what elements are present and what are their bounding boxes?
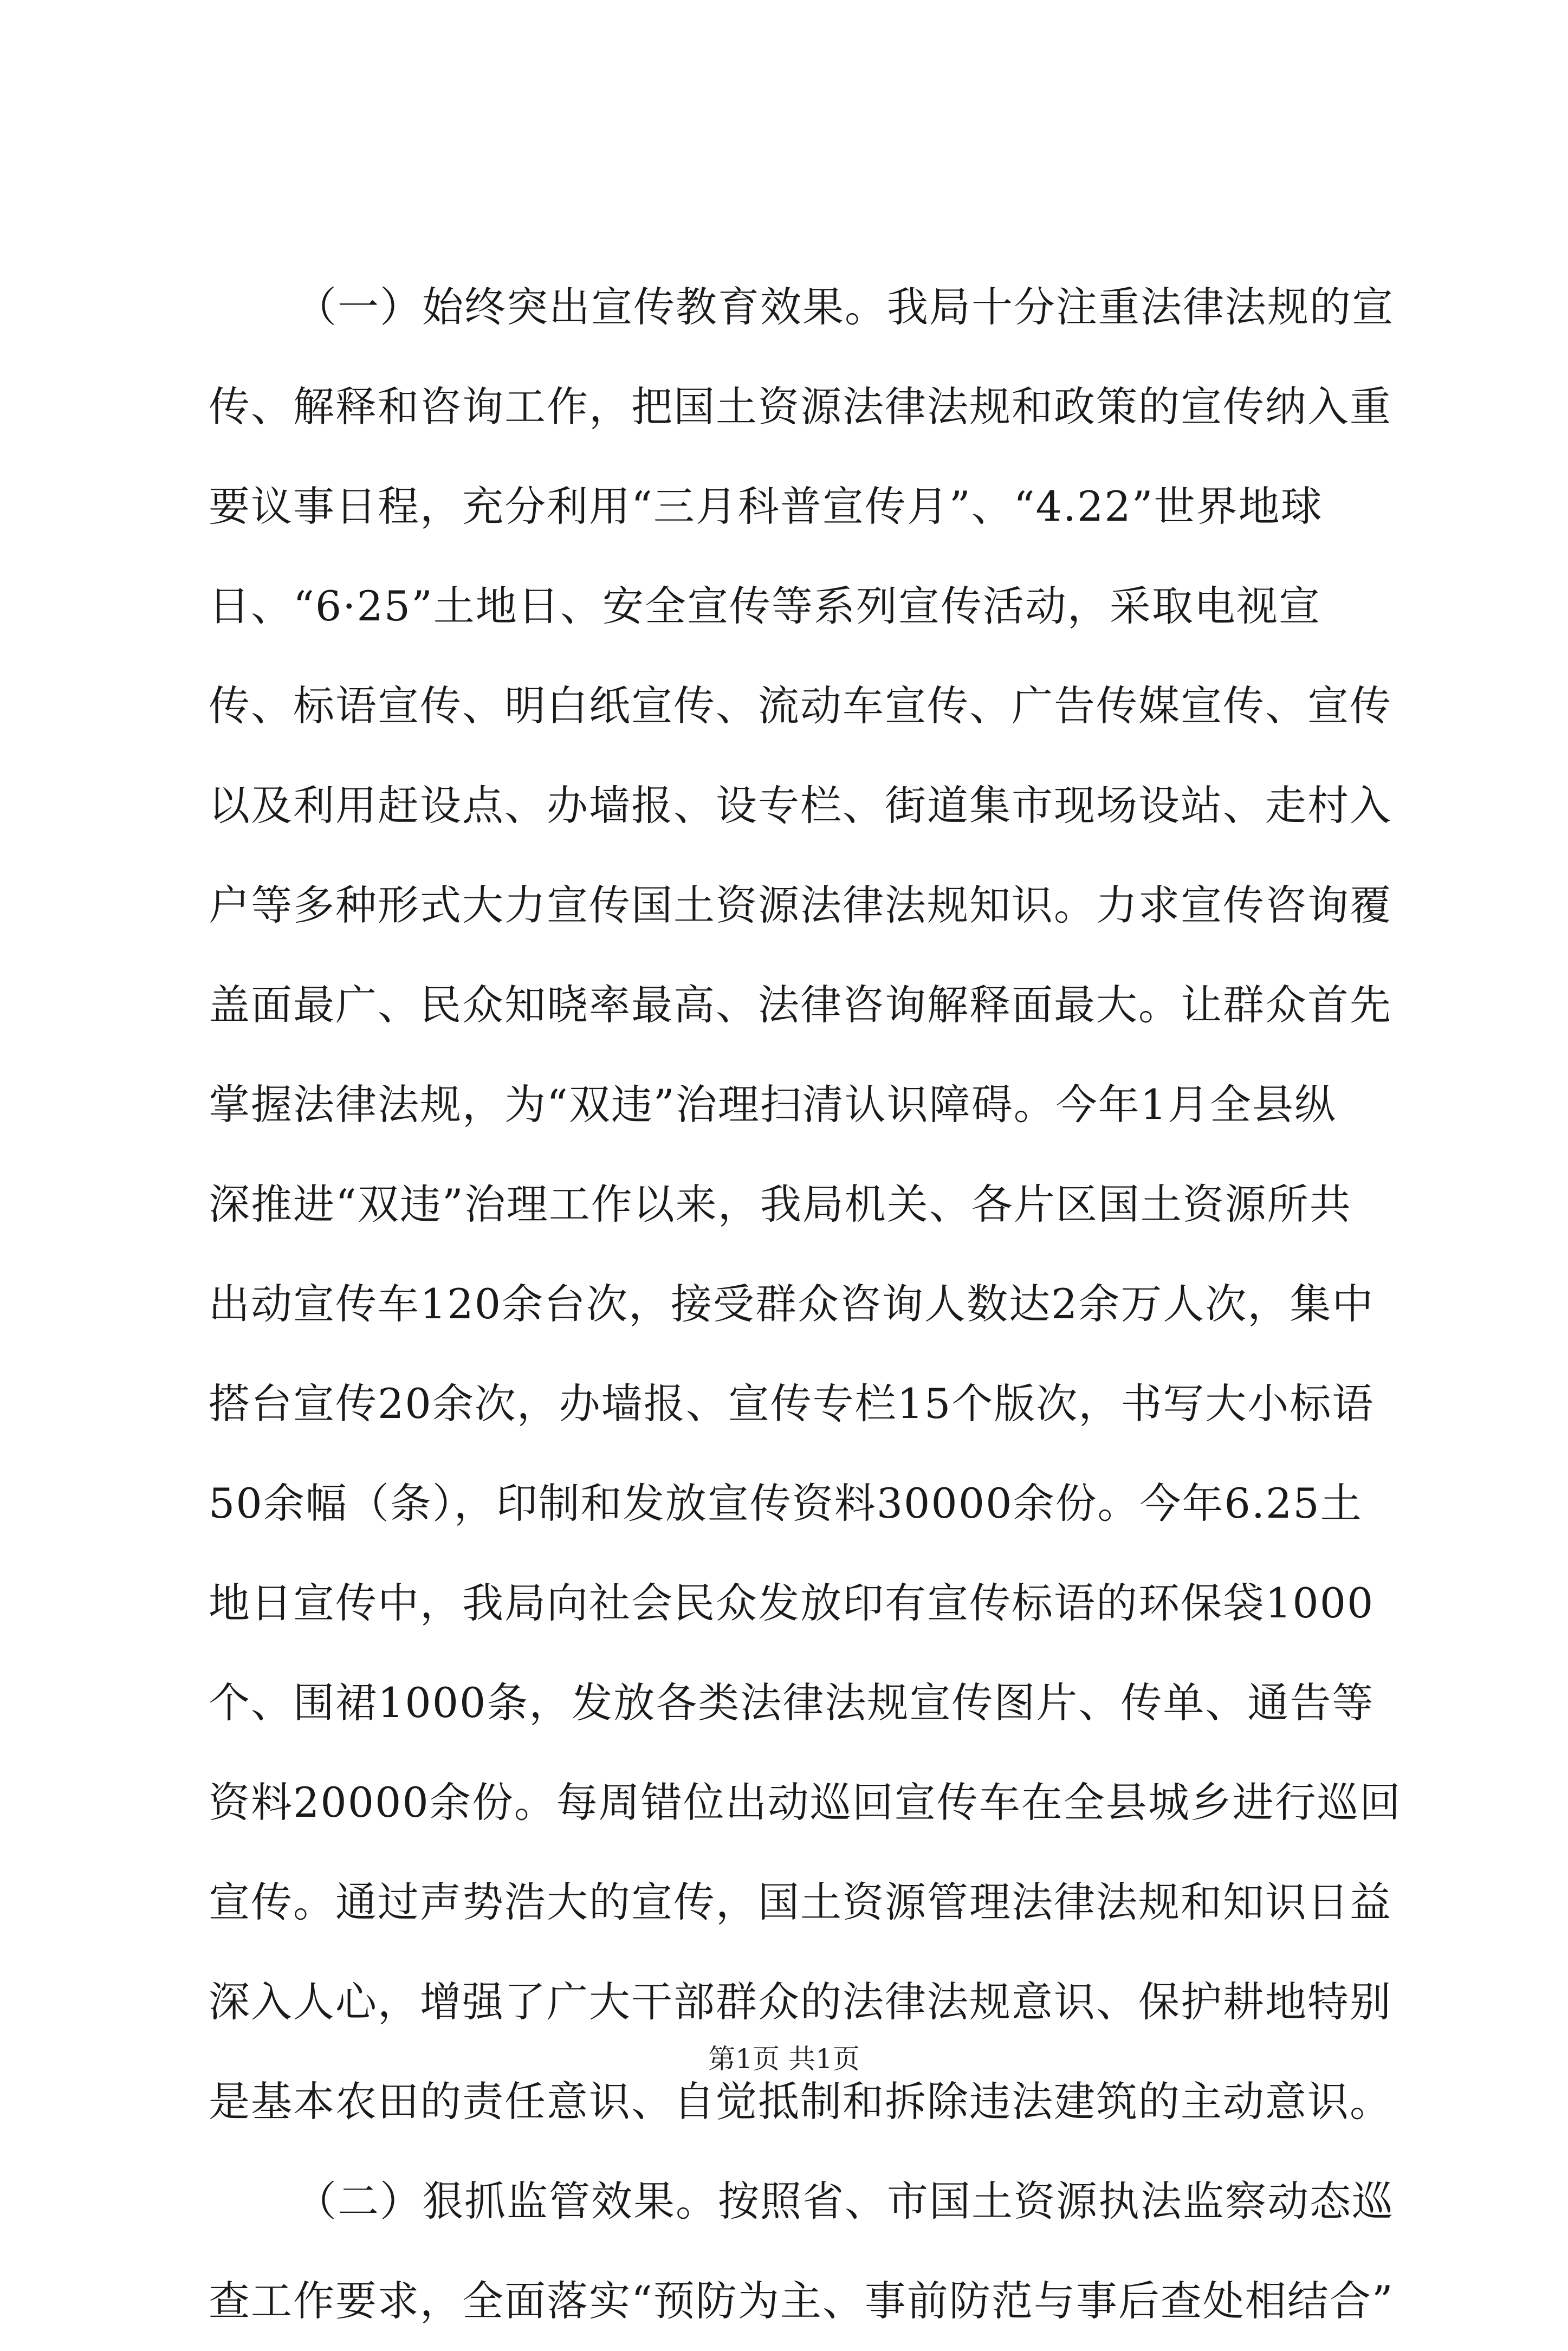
paragraph-1-line: 地日宣传中，我局向社会民众发放印有宣传标语的环保袋1000 [209,1579,1375,1627]
paragraph-1-line: 掌握法律法规，为“双违”治理扫清认识障碍。今年1月全县纵 [209,1080,1337,1129]
paragraph-1-line: 以及利用赶设点、办墙报、设专栏、街道集市现场设站、走村入 [209,781,1392,830]
paragraph-1-line: 深推进“双违”治理工作以来，我局机关、各片区国土资源所共 [209,1180,1352,1228]
page-footer [0,2037,1568,2081]
paragraph-1-line: 户等多种形式大力宣传国土资源法律法规知识。力求宣传咨询覆 [209,881,1392,929]
paragraph-1-line: 宣传。通过声势浩大的宣传，国土资源管理法律法规和知识日益 [209,1878,1392,1926]
paragraph-1-line: 出动宣传车120余台次，接受群众咨询人数达2余万人次，集中 [209,1280,1375,1328]
paragraph-1-line: 资料20000余份。每周错位出动巡回宣传车在全县城乡进行巡回 [209,1778,1402,1827]
paragraph-1-line: （一）始终突出宣传教育效果。我局十分注重法律法规的宣 [295,283,1394,331]
paragraph-1-line: 传、解释和咨询工作，把国土资源法律法规和政策的宣传纳入重 [209,383,1392,431]
paragraph-1-line: 深入人心，增强了广大干部群众的法律法规意识、保护耕地特别 [209,1978,1392,2026]
paragraph-1-line: 个、围裙1000条，发放各类法律法规宣传图片、传单、通告等 [209,1679,1375,1727]
paragraph-1-line: 盖面最广、民众知晓率最高、法律咨询解释面最大。让群众首先 [209,981,1392,1029]
paragraph-1-line: 要议事日程，充分利用“三月科普宣传月”、“4.22”世界地球 [209,482,1323,530]
paragraph-1-line: 日、“6·25”土地日、安全宣传等系列宣传活动，采取电视宣 [209,582,1321,630]
paragraph-1-line: 传、标语宣传、明白纸宣传、流动车宣传、广告传媒宣传、宣传 [209,682,1392,730]
paragraph-2-line: 查工作要求，全面落实“预防为主、事前防范与事后查处相结合” [209,2277,1394,2325]
paragraph-1-line: 搭台宣传20余次，办墙报、宣传专栏15个版次，书写大小标语 [209,1379,1375,1428]
paragraph-2-line: （二）狠抓监管效果。按照省、市国土资源执法监察动态巡 [295,2177,1394,2225]
page-number-label: 第1页 共1页 [708,2043,860,2075]
paragraph-1-line: 50余幅（条），印制和发放宣传资料30000余份。今年6.25土 [209,1479,1363,1527]
paragraph-1-line: 是基本农田的责任意识、自觉抵制和拆除违法建筑的主动意识。 [209,2077,1392,2126]
